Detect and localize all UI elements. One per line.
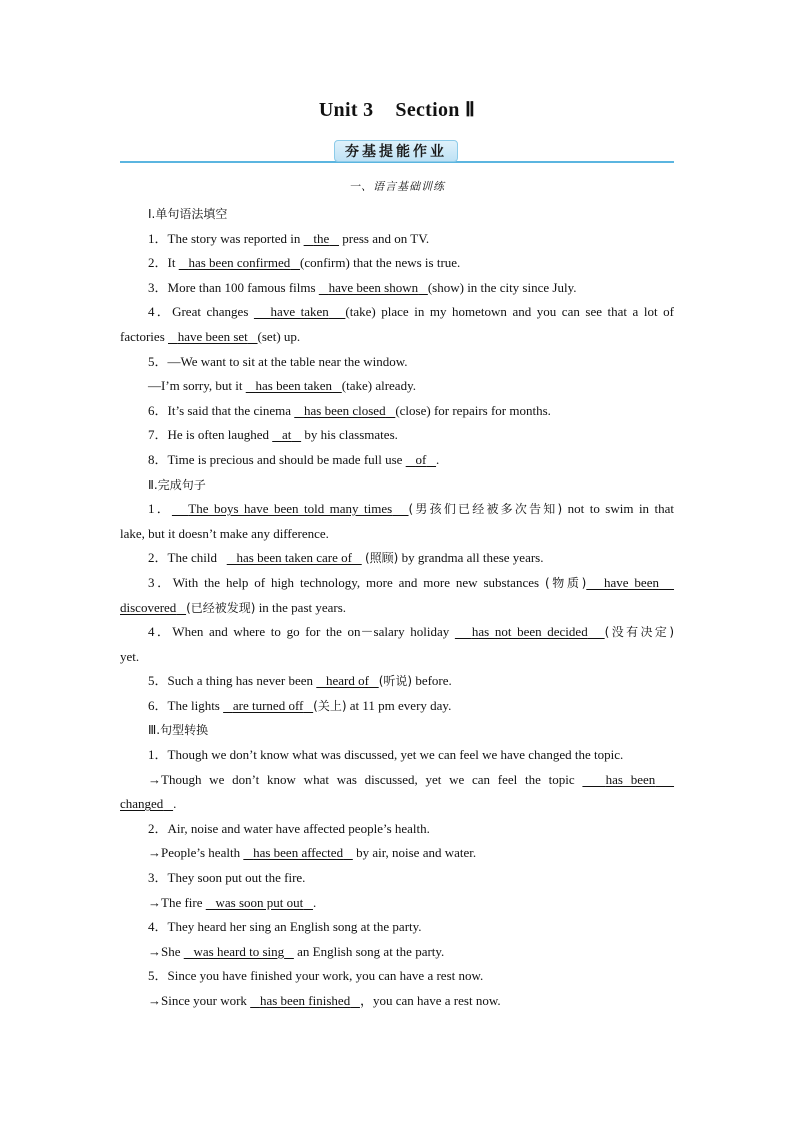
answer: the (313, 230, 330, 246)
homework-banner: 夯基提能作业 (334, 140, 458, 162)
part1-q2: 2．It has been confirmed (confirm) that the news is true. (148, 255, 461, 271)
part1-q4-cont: factories have been set (set) up. (120, 328, 301, 344)
answer: has been finished (259, 993, 351, 1008)
answer: have been (603, 574, 659, 590)
part3-q3: 3．They soon put out the fire. (148, 870, 306, 886)
answer: has been (605, 771, 656, 787)
page-title (0, 97, 794, 122)
answer: at (281, 427, 292, 443)
answer: are turned off (232, 697, 304, 713)
subheading: 一、语言基础训练 (349, 180, 445, 193)
answer: discovered (120, 599, 177, 615)
part3-q1: 1．Though we don’t know what was discussed, yet we can feel we have changed the topic. (148, 747, 624, 763)
part3-q2-answer: →People’s health has been affected by air, noise and water. (148, 845, 477, 861)
part3-title: Ⅲ.句型转换 (148, 723, 209, 738)
part1-q6: 6．It’s said that the cinema has been closed (close) for repairs for months. (148, 402, 551, 418)
part1-q4: 4．Great changes have taken (take) place in my hometown and you can see that a lot of (148, 304, 674, 320)
answer: has been confirmed (188, 255, 291, 271)
section-label: Section Ⅱ (395, 99, 476, 121)
part2-q4: 4．When and where to go for the on－salary holiday has not been decided (没有决定) (148, 624, 675, 640)
part3-q3-answer: →The fire was soon put out . (148, 894, 317, 910)
answer: have been shown (328, 279, 419, 295)
answer: The boys have been told many times (188, 501, 393, 517)
part2-q5: 5．Such a thing has never been heard of (听说) before. (148, 673, 452, 689)
part3-q5: 5．Since you have finished your work, you can have a rest now. (148, 968, 484, 984)
answer: has been taken (255, 378, 333, 394)
unit-label: Unit 3 (318, 99, 374, 121)
part3-q5-answer: →Since your work has been finished ，you can have a rest now. (148, 993, 501, 1008)
part3-q1-answer: →Though we don’t know what was discussed, yet we can feel the topic has been (120, 768, 674, 793)
answer: heard of (326, 673, 369, 689)
part3-q4: 4．They heard her sing an English song at the party. (148, 919, 422, 935)
part3-q1-cont: changed . (120, 796, 177, 812)
part1-q3: 3．More than 100 famous films have been shown (show) in the city since July. (148, 279, 577, 295)
part1-title: Ⅰ.单句语法填空 (148, 207, 228, 221)
part2-q6: 6．The lights are turned off (关上) at 11 pm every day. (148, 697, 452, 713)
part2-q3: 3．With the help of high technology, more and more new substances (物质) have been (120, 571, 674, 596)
part2-q4-cont: yet. (120, 648, 140, 664)
answer: has been taken care of (236, 550, 352, 566)
answer: has been closed (303, 402, 386, 418)
part1-q5: 5．—We want to sit at the table near the window. (148, 353, 408, 369)
part2-title: Ⅱ.完成句子 (148, 477, 206, 492)
part3-q2: 2．Air, noise and water have affected people’s health. (148, 820, 430, 836)
answer: has not been decided (471, 624, 588, 640)
part1-q5-reply: —I’m sorry, but it has been taken (take) already. (148, 378, 416, 394)
part3-q4-answer: →She was heard to sing an English song at the party. (148, 943, 445, 959)
answer: of (415, 451, 427, 467)
answer: was heard to sing (193, 943, 285, 959)
part2-q1-cont: lake, but it doesn’t make any difference. (120, 525, 329, 541)
part2-q1: 1． The boys have been told many times (男孩们已经被多次告知) not to swim in that (148, 501, 675, 517)
part1-q8: 8．Time is precious and should be made full use of . (148, 451, 440, 467)
answer: was soon put out (215, 894, 304, 910)
answer: has been affected (253, 845, 344, 861)
part1-q7: 7．He is often laughed at by his classmates. (148, 427, 398, 443)
part2-q3-cont: discovered (已经被发现) in the past years. (120, 599, 347, 615)
part2-q2: 2．The child has been taken care of (照顾) by grandma all these years. (148, 550, 544, 566)
answer: have taken (270, 304, 329, 320)
part1-q1: 1．The story was reported in the press and on TV. (148, 230, 430, 246)
worksheet-content (120, 202, 674, 1014)
answer: changed (120, 796, 164, 812)
answer: have been set (177, 328, 248, 344)
